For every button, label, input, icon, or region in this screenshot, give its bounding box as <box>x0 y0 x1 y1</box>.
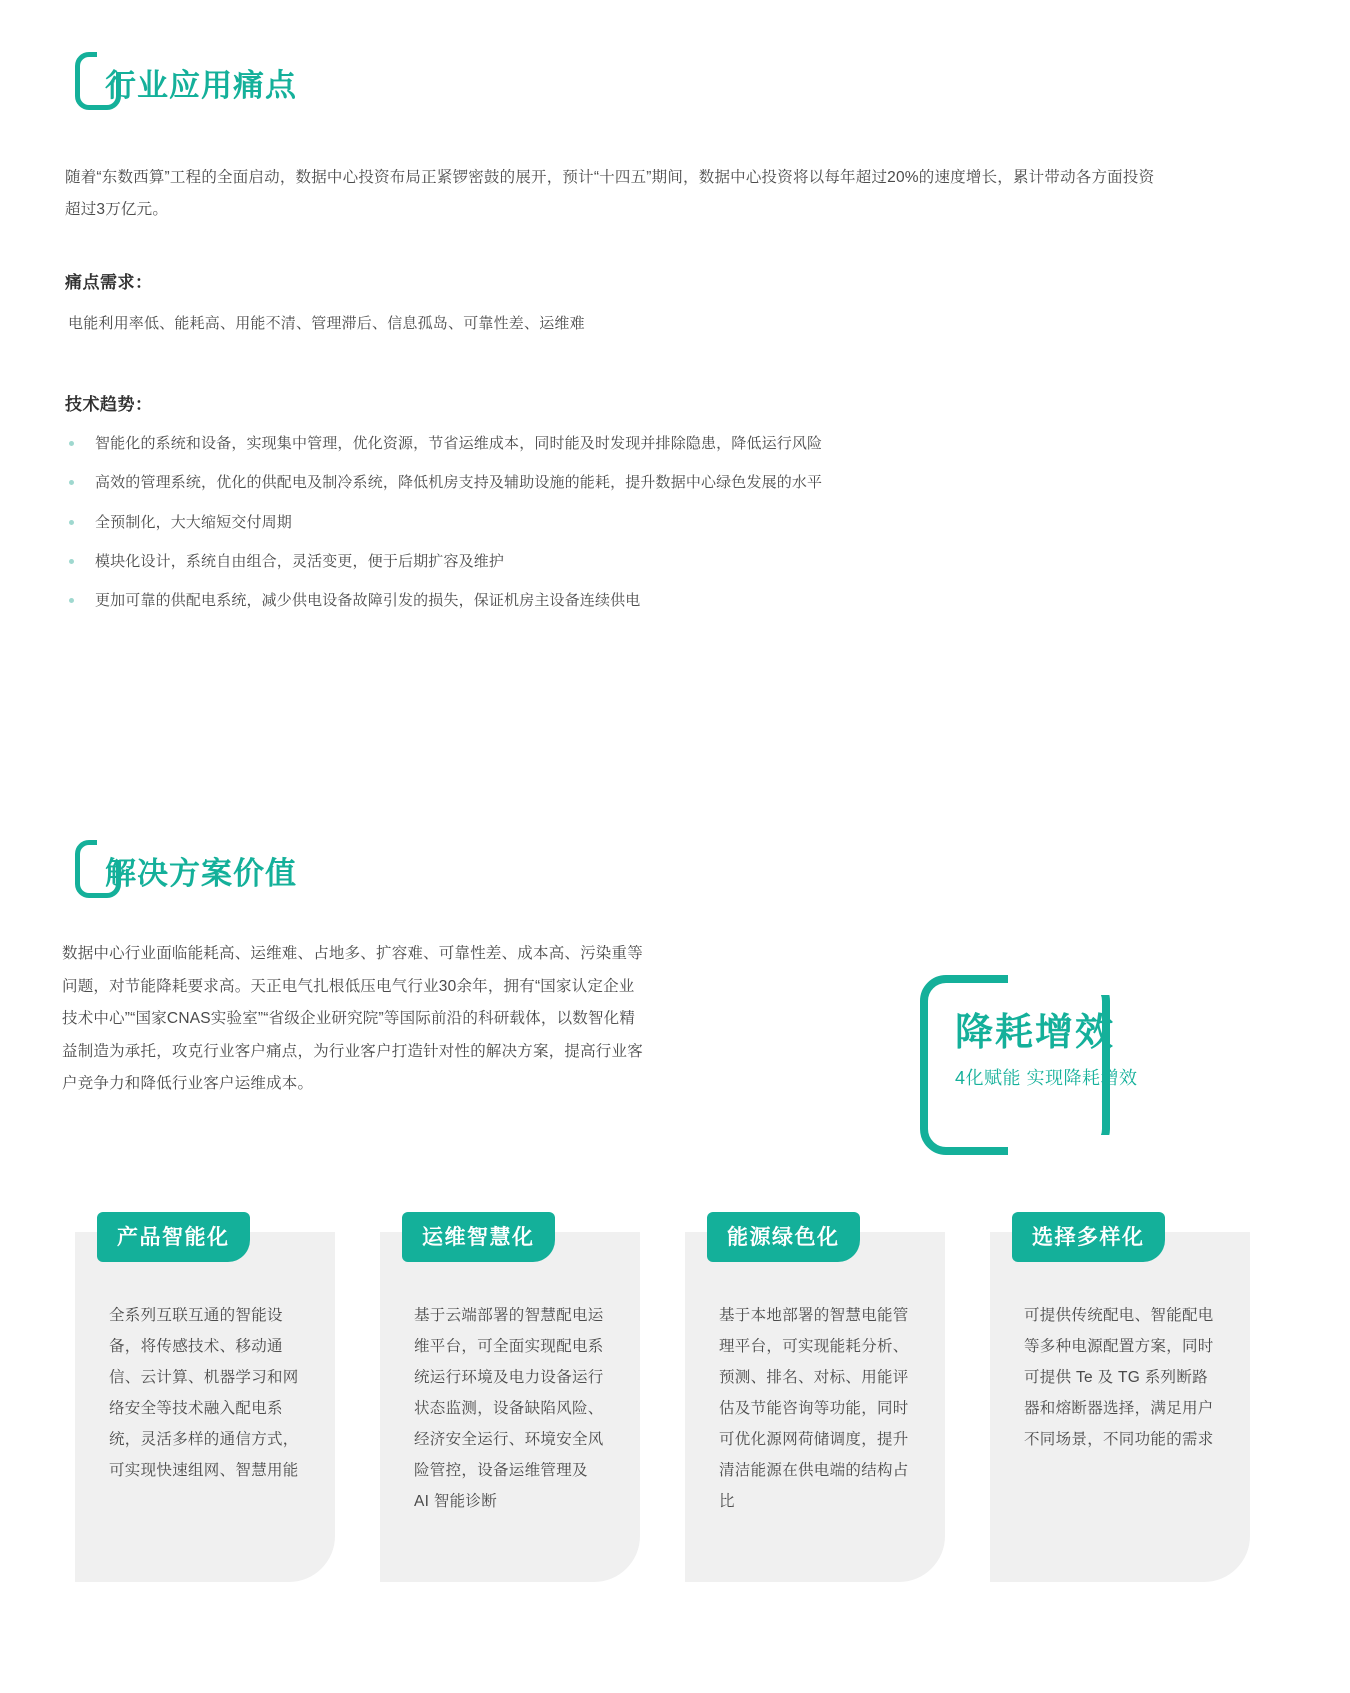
section-title: 解决方案价值 <box>105 855 297 891</box>
pain-points-intro: 随着“东数西算”工程的全面启动，数据中心投资布局正紧锣密鼓的展开，预计“十四五”期间，数据中心投资将以每年超过20%的速度增长，累计带动各方面投资超过3万亿元。 <box>65 169 1155 218</box>
list-item: 全预制化，大大缩短交付周期 <box>65 511 1185 534</box>
pain-needs-text: 电能利用率低、能耗高、用能不清、管理滞后、信息孤岛、可靠性差、运维难 <box>68 315 585 332</box>
list-item: 高效的管理系统，优化的供配电及制冷系统，降低机房支持及辅助设施的能耗，提升数据中心绿色发展的水平 <box>65 471 1185 494</box>
card-body: 基于本地部署的智慧电能管理平台，可实现能耗分析、预测、排名、对标、用能评估及节能咨询等功能，同时可优化源网荷储调度，提升清洁能源在供电端的结构占比 <box>719 1307 909 1510</box>
card-badge: 选择多样化 <box>1012 1212 1165 1262</box>
section-heading-solution-value <box>75 840 297 898</box>
card-badge: 运维智慧化 <box>402 1212 555 1262</box>
pain-needs-title: 痛点需求： <box>65 273 153 292</box>
highlight-subtitle: 4化赋能 实现降耗增效 <box>955 1067 1138 1088</box>
tech-trend-list <box>65 432 1185 628</box>
card-product-intelligent <box>75 1226 335 1582</box>
card-energy-green <box>685 1226 945 1582</box>
section-title: 行业应用痛点 <box>105 67 297 103</box>
section-heading-pain-points <box>75 52 297 110</box>
solution-value-intro: 数据中心行业面临能耗高、运维难、占地多、扩容难、可靠性差、成本高、污染重等问题，对节能降耗要求高。天正电气扎根低压电气行业30余年，拥有“国家认定企业技术中心”“国家CNAS实验室”“省级企业研究院”等国际前沿的科研载体，以数智化精益制造为承托，攻克行业客户痛点，为行业客户打造针对性的解决方案，提高行业客户竞争力和降低行业客户运维成本。 <box>62 945 643 1093</box>
card-body: 全系列互联互通的智能设备，将传感技术、移动通信、云计算、机器学习和网络安全等技术融入配电系统，灵活多样的通信方式，可实现快速组网、智慧用能 <box>109 1307 299 1479</box>
card-body: 可提供传统配电、智能配电等多种电源配置方案，同时可提供 Te 及 TG 系列断路器和熔断器选择，满足用户不同场景，不同功能的需求 <box>1024 1307 1214 1448</box>
card-badge: 产品智能化 <box>97 1212 250 1262</box>
list-item: 更加可靠的供配电系统，减少供电设备故障引发的损失，保证机房主设备连续供电 <box>65 589 1185 612</box>
card-ops-smart <box>380 1226 640 1582</box>
card-badge: 能源绿色化 <box>707 1212 860 1262</box>
tech-trend-title: 技术趋势： <box>65 395 153 414</box>
card-body: 基于云端部署的智慧配电运维平台，可全面实现配电系统运行环境及电力设备运行状态监测，设备缺陷风险、经济安全运行、环境安全风险管控，设备运维管理及 AI 智能诊断 <box>414 1307 604 1510</box>
card-choice-diverse <box>990 1226 1250 1582</box>
highlight-title: 降耗增效 <box>955 1012 1116 1054</box>
list-item: 模块化设计，系统自由组合，灵活变更，便于后期扩容及维护 <box>65 550 1185 573</box>
value-cards <box>75 1226 1275 1582</box>
highlight-text-group <box>955 1012 1295 1090</box>
list-item: 智能化的系统和设备，实现集中管理，优化资源，节省运维成本，同时能及时发现并排除隐患，降低运行风险 <box>65 432 1185 455</box>
